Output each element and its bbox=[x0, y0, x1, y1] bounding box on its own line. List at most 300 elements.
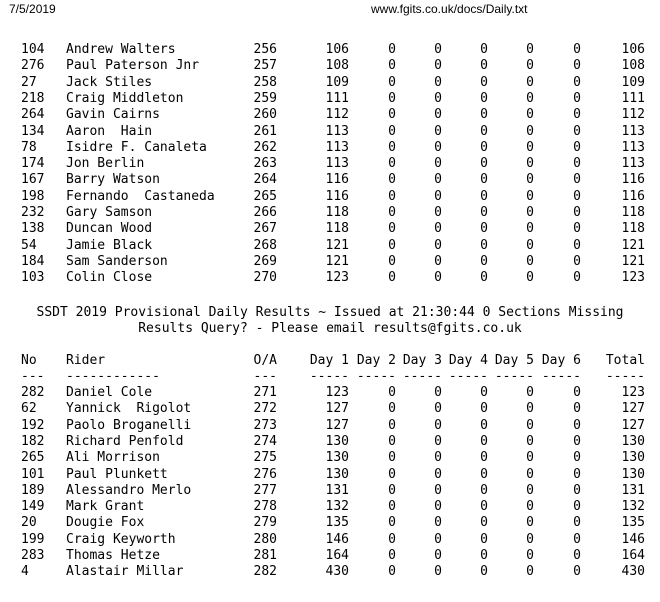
total-score: 109 bbox=[621, 74, 645, 90]
rider-name: Craig Middleton bbox=[66, 90, 184, 106]
result-row bbox=[0, 205, 660, 221]
total-score: 164 bbox=[621, 548, 645, 563]
day1-score: 121 bbox=[325, 237, 349, 253]
day4-score: 0 bbox=[480, 466, 488, 482]
col-day2-header: Day 2 bbox=[356, 353, 396, 368]
result-row bbox=[0, 189, 660, 205]
day6-score: 0 bbox=[573, 515, 581, 531]
day5-score: 0 bbox=[526, 107, 534, 123]
rider-name: Daniel Cole bbox=[66, 385, 153, 400]
rider-no: 264 bbox=[21, 107, 45, 123]
overall-position: 281 bbox=[253, 548, 277, 563]
rider-name: Alastair Millar bbox=[66, 564, 184, 580]
divider-day5: ----- bbox=[494, 369, 534, 384]
col-day6-header: Day 6 bbox=[541, 353, 581, 368]
day2-score: 0 bbox=[388, 205, 396, 220]
overall-position: 267 bbox=[253, 221, 277, 237]
total-score: 127 bbox=[621, 401, 645, 417]
day3-score: 0 bbox=[434, 58, 442, 74]
day6-score: 0 bbox=[573, 270, 581, 286]
day2-score: 0 bbox=[388, 107, 396, 123]
total-score: 106 bbox=[621, 42, 645, 57]
rider-no: 265 bbox=[21, 450, 45, 466]
rider-no: 189 bbox=[21, 482, 45, 498]
overall-position: 271 bbox=[253, 385, 277, 400]
divider-rider: ------------ bbox=[66, 369, 160, 384]
result-row bbox=[0, 254, 660, 270]
day6-score: 0 bbox=[573, 139, 581, 155]
day3-score: 0 bbox=[434, 433, 442, 449]
day3-score: 0 bbox=[434, 482, 442, 498]
result-row bbox=[0, 483, 660, 499]
day1-score: 116 bbox=[325, 188, 349, 204]
result-row bbox=[0, 434, 660, 450]
rider-no: 182 bbox=[21, 433, 45, 449]
day6-score: 0 bbox=[573, 237, 581, 253]
overall-position: 282 bbox=[253, 564, 277, 580]
day4-score: 0 bbox=[480, 221, 488, 237]
total-score: 113 bbox=[621, 156, 645, 172]
day5-score: 0 bbox=[526, 385, 534, 400]
rider-name: Andrew Walters bbox=[66, 42, 176, 57]
day3-score: 0 bbox=[434, 499, 442, 515]
result-row bbox=[0, 124, 660, 140]
result-row bbox=[0, 418, 660, 434]
rider-name: Thomas Hetze bbox=[66, 548, 160, 563]
overall-position: 270 bbox=[253, 270, 277, 286]
col-day5-header: Day 5 bbox=[494, 353, 534, 368]
day5-score: 0 bbox=[526, 499, 534, 515]
day4-score: 0 bbox=[480, 401, 488, 417]
day2-score: 0 bbox=[388, 385, 396, 400]
day4-score: 0 bbox=[480, 188, 488, 204]
day4-score: 0 bbox=[480, 482, 488, 498]
day2-score: 0 bbox=[388, 139, 396, 155]
day6-score: 0 bbox=[573, 74, 581, 90]
day1-score: 118 bbox=[325, 221, 349, 237]
day5-score: 0 bbox=[526, 172, 534, 188]
rider-name: Gary Samson bbox=[66, 205, 153, 220]
overall-position: 256 bbox=[253, 42, 277, 57]
overall-position: 277 bbox=[253, 482, 277, 498]
total-score: 116 bbox=[621, 188, 645, 204]
day3-score: 0 bbox=[434, 205, 442, 220]
rider-name: Sam Sanderson bbox=[66, 253, 168, 269]
total-score: 127 bbox=[621, 417, 645, 433]
day1-score: 130 bbox=[325, 466, 349, 482]
column-divider-row bbox=[0, 369, 660, 385]
day2-score: 0 bbox=[388, 515, 396, 531]
total-score: 123 bbox=[621, 385, 645, 400]
rider-name: Fernando Castaneda bbox=[66, 188, 215, 204]
day4-score: 0 bbox=[480, 564, 488, 580]
day2-score: 0 bbox=[388, 188, 396, 204]
day1-score: 111 bbox=[325, 90, 349, 106]
overall-position: 276 bbox=[253, 466, 277, 482]
day4-score: 0 bbox=[480, 205, 488, 220]
day1-score: 113 bbox=[325, 139, 349, 155]
day4-score: 0 bbox=[480, 237, 488, 253]
day3-score: 0 bbox=[434, 531, 442, 547]
day2-score: 0 bbox=[388, 253, 396, 269]
day6-score: 0 bbox=[573, 450, 581, 466]
day2-score: 0 bbox=[388, 156, 396, 172]
result-row bbox=[0, 221, 660, 237]
day5-score: 0 bbox=[526, 156, 534, 172]
rider-no: 232 bbox=[21, 205, 45, 220]
rider-no: 101 bbox=[21, 466, 45, 482]
day6-score: 0 bbox=[573, 385, 581, 400]
day2-score: 0 bbox=[388, 433, 396, 449]
overall-position: 263 bbox=[253, 156, 277, 172]
rider-name: Barry Watson bbox=[66, 172, 160, 188]
day6-score: 0 bbox=[573, 90, 581, 106]
day5-score: 0 bbox=[526, 515, 534, 531]
day4-score: 0 bbox=[480, 450, 488, 466]
result-row bbox=[0, 401, 660, 417]
total-score: 118 bbox=[621, 205, 645, 220]
day1-score: 135 bbox=[325, 515, 349, 531]
day3-score: 0 bbox=[434, 172, 442, 188]
day3-score: 0 bbox=[434, 156, 442, 172]
day2-score: 0 bbox=[388, 417, 396, 433]
rider-no: 54 bbox=[21, 237, 37, 253]
day3-score: 0 bbox=[434, 450, 442, 466]
day6-score: 0 bbox=[573, 156, 581, 172]
col-rider-header: Rider bbox=[66, 353, 106, 368]
day3-score: 0 bbox=[434, 564, 442, 580]
day3-score: 0 bbox=[434, 401, 442, 417]
day3-score: 0 bbox=[434, 42, 442, 57]
rider-no: 199 bbox=[21, 531, 45, 547]
total-score: 121 bbox=[621, 253, 645, 269]
result-row bbox=[0, 548, 660, 564]
day4-score: 0 bbox=[480, 58, 488, 74]
day5-score: 0 bbox=[526, 531, 534, 547]
rider-no: 20 bbox=[21, 515, 37, 531]
day5-score: 0 bbox=[526, 221, 534, 237]
day2-score: 0 bbox=[388, 270, 396, 286]
overall-position: 278 bbox=[253, 499, 277, 515]
day3-score: 0 bbox=[434, 237, 442, 253]
day1-score: 112 bbox=[325, 107, 349, 123]
rider-no: 104 bbox=[21, 42, 45, 57]
day3-score: 0 bbox=[434, 417, 442, 433]
result-row bbox=[0, 270, 660, 286]
day3-score: 0 bbox=[434, 270, 442, 286]
rider-no: 283 bbox=[21, 548, 45, 563]
day1-score: 131 bbox=[325, 482, 349, 498]
day3-score: 0 bbox=[434, 385, 442, 400]
total-score: 131 bbox=[621, 482, 645, 498]
result-row bbox=[0, 58, 660, 74]
col-day4-header: Day 4 bbox=[448, 353, 488, 368]
rider-no: 78 bbox=[21, 139, 37, 155]
day6-score: 0 bbox=[573, 548, 581, 563]
rider-name: Richard Penfold bbox=[66, 433, 184, 449]
day1-score: 130 bbox=[325, 433, 349, 449]
day6-score: 0 bbox=[573, 433, 581, 449]
col-total-header: Total bbox=[605, 353, 645, 368]
day1-score: 146 bbox=[325, 531, 349, 547]
rider-name: Paolo Broganelli bbox=[66, 417, 192, 433]
day1-score: 116 bbox=[325, 172, 349, 188]
col-day3-header: Day 3 bbox=[402, 353, 442, 368]
day4-score: 0 bbox=[480, 123, 488, 139]
overall-position: 275 bbox=[253, 450, 277, 466]
day2-score: 0 bbox=[388, 499, 396, 515]
day6-score: 0 bbox=[573, 172, 581, 188]
day2-score: 0 bbox=[388, 74, 396, 90]
total-score: 430 bbox=[621, 564, 645, 580]
day2-score: 0 bbox=[388, 123, 396, 139]
day4-score: 0 bbox=[480, 499, 488, 515]
day4-score: 0 bbox=[480, 548, 488, 563]
day4-score: 0 bbox=[480, 74, 488, 90]
day2-score: 0 bbox=[388, 237, 396, 253]
rider-name: Aaron Hain bbox=[66, 123, 153, 139]
rider-name: Craig Keyworth bbox=[66, 531, 176, 547]
results-banner-title: SSDT 2019 Provisional Daily Results ~ Issued at 21:30:44 0 Sections Missing bbox=[36, 305, 624, 320]
result-row bbox=[0, 140, 660, 156]
day5-score: 0 bbox=[526, 564, 534, 580]
day1-score: 164 bbox=[325, 548, 349, 563]
rider-name: Jack Stiles bbox=[66, 74, 153, 90]
day1-score: 118 bbox=[325, 205, 349, 220]
divider-day6: ----- bbox=[541, 369, 581, 384]
result-row bbox=[0, 75, 660, 91]
day3-score: 0 bbox=[434, 139, 442, 155]
day6-score: 0 bbox=[573, 123, 581, 139]
day4-score: 0 bbox=[480, 531, 488, 547]
rider-no: 4 bbox=[21, 564, 29, 580]
divider-total: ----- bbox=[605, 369, 645, 384]
total-score: 112 bbox=[621, 107, 645, 123]
day1-score: 113 bbox=[325, 123, 349, 139]
day1-score: 130 bbox=[325, 450, 349, 466]
day2-score: 0 bbox=[388, 548, 396, 563]
day2-score: 0 bbox=[388, 401, 396, 417]
day5-score: 0 bbox=[526, 270, 534, 286]
col-oa-header: O/A bbox=[253, 353, 277, 368]
day1-score: 123 bbox=[325, 270, 349, 286]
day1-score: 109 bbox=[325, 74, 349, 90]
rider-no: 276 bbox=[21, 58, 45, 74]
day5-score: 0 bbox=[526, 466, 534, 482]
result-row bbox=[0, 42, 660, 58]
overall-position: 269 bbox=[253, 253, 277, 269]
day2-score: 0 bbox=[388, 221, 396, 237]
col-day1-header: Day 1 bbox=[309, 353, 349, 368]
overall-position: 262 bbox=[253, 139, 277, 155]
day6-score: 0 bbox=[573, 482, 581, 498]
result-row bbox=[0, 467, 660, 483]
day3-score: 0 bbox=[434, 74, 442, 90]
day4-score: 0 bbox=[480, 515, 488, 531]
rider-name: Jon Berlin bbox=[66, 156, 145, 172]
rider-name: Colin Close bbox=[66, 270, 153, 286]
total-score: 123 bbox=[621, 270, 645, 286]
day3-score: 0 bbox=[434, 515, 442, 531]
day6-score: 0 bbox=[573, 58, 581, 74]
day2-score: 0 bbox=[388, 172, 396, 188]
day6-score: 0 bbox=[573, 205, 581, 220]
day5-score: 0 bbox=[526, 433, 534, 449]
day2-score: 0 bbox=[388, 531, 396, 547]
rider-no: 27 bbox=[21, 74, 37, 90]
result-row bbox=[0, 499, 660, 515]
day4-score: 0 bbox=[480, 385, 488, 400]
rider-name: Alessandro Merlo bbox=[66, 482, 192, 498]
rider-no: 218 bbox=[21, 90, 45, 106]
day6-score: 0 bbox=[573, 531, 581, 547]
rider-name: Gavin Cairns bbox=[66, 107, 160, 123]
divider-day1: ----- bbox=[309, 369, 349, 384]
rider-name: Paul Plunkett bbox=[66, 466, 168, 482]
rider-no: 184 bbox=[21, 253, 45, 269]
day5-score: 0 bbox=[526, 123, 534, 139]
day2-score: 0 bbox=[388, 90, 396, 106]
rider-no: 149 bbox=[21, 499, 45, 515]
rider-no: 62 bbox=[21, 401, 37, 417]
day5-score: 0 bbox=[526, 139, 534, 155]
overall-position: 274 bbox=[253, 433, 277, 449]
rider-no: 174 bbox=[21, 156, 45, 172]
day5-score: 0 bbox=[526, 58, 534, 74]
result-row bbox=[0, 91, 660, 107]
result-row bbox=[0, 385, 660, 401]
divider-day4: ----- bbox=[448, 369, 488, 384]
day2-score: 0 bbox=[388, 450, 396, 466]
rider-name: Duncan Wood bbox=[66, 221, 153, 237]
day3-score: 0 bbox=[434, 107, 442, 123]
result-row bbox=[0, 156, 660, 172]
day5-score: 0 bbox=[526, 417, 534, 433]
day6-score: 0 bbox=[573, 42, 581, 57]
overall-position: 272 bbox=[253, 401, 277, 417]
day2-score: 0 bbox=[388, 466, 396, 482]
rider-name: Yannick Rigolot bbox=[66, 401, 192, 417]
rider-no: 198 bbox=[21, 188, 45, 204]
overall-position: 280 bbox=[253, 531, 277, 547]
day3-score: 0 bbox=[434, 123, 442, 139]
day4-score: 0 bbox=[480, 417, 488, 433]
day2-score: 0 bbox=[388, 564, 396, 580]
day5-score: 0 bbox=[526, 482, 534, 498]
day4-score: 0 bbox=[480, 42, 488, 57]
divider-day3: ----- bbox=[402, 369, 442, 384]
rider-name: Ali Morrison bbox=[66, 450, 160, 466]
day4-score: 0 bbox=[480, 156, 488, 172]
day1-score: 123 bbox=[325, 385, 349, 400]
total-score: 146 bbox=[621, 531, 645, 547]
total-score: 130 bbox=[621, 466, 645, 482]
result-row bbox=[0, 450, 660, 466]
day3-score: 0 bbox=[434, 466, 442, 482]
day5-score: 0 bbox=[526, 188, 534, 204]
divider-day2: ----- bbox=[356, 369, 396, 384]
day6-score: 0 bbox=[573, 401, 581, 417]
day5-score: 0 bbox=[526, 90, 534, 106]
day5-score: 0 bbox=[526, 74, 534, 90]
rider-no: 134 bbox=[21, 123, 45, 139]
day6-score: 0 bbox=[573, 107, 581, 123]
divider-no: --- bbox=[21, 369, 45, 384]
day1-score: 127 bbox=[325, 401, 349, 417]
day3-score: 0 bbox=[434, 221, 442, 237]
rider-name: Paul Paterson Jnr bbox=[66, 58, 200, 74]
day5-score: 0 bbox=[526, 42, 534, 57]
day6-score: 0 bbox=[573, 466, 581, 482]
overall-position: 264 bbox=[253, 172, 277, 188]
rider-no: 192 bbox=[21, 417, 45, 433]
results-banner-query: Results Query? - Please email results@fgits.co.uk bbox=[138, 321, 522, 336]
result-row bbox=[0, 238, 660, 254]
total-score: 116 bbox=[621, 172, 645, 188]
day4-score: 0 bbox=[480, 270, 488, 286]
day3-score: 0 bbox=[434, 90, 442, 106]
overall-position: 261 bbox=[253, 123, 277, 139]
day5-score: 0 bbox=[526, 450, 534, 466]
day1-score: 113 bbox=[325, 156, 349, 172]
day2-score: 0 bbox=[388, 58, 396, 74]
rider-name: Isidre F. Canaleta bbox=[66, 139, 207, 155]
day1-score: 108 bbox=[325, 58, 349, 74]
day5-score: 0 bbox=[526, 401, 534, 417]
total-score: 121 bbox=[621, 237, 645, 253]
day2-score: 0 bbox=[388, 42, 396, 57]
total-score: 113 bbox=[621, 123, 645, 139]
day3-score: 0 bbox=[434, 548, 442, 563]
day1-score: 106 bbox=[325, 42, 349, 57]
total-score: 113 bbox=[621, 139, 645, 155]
day5-score: 0 bbox=[526, 548, 534, 563]
overall-position: 257 bbox=[253, 58, 277, 74]
overall-position: 259 bbox=[253, 90, 277, 106]
day3-score: 0 bbox=[434, 188, 442, 204]
day4-score: 0 bbox=[480, 253, 488, 269]
overall-position: 279 bbox=[253, 515, 277, 531]
rider-no: 103 bbox=[21, 270, 45, 286]
col-no-header: No bbox=[21, 353, 37, 368]
total-score: 130 bbox=[621, 450, 645, 466]
result-row bbox=[0, 564, 660, 580]
total-score: 118 bbox=[621, 221, 645, 237]
rider-name: Jamie Black bbox=[66, 237, 153, 253]
overall-position: 258 bbox=[253, 74, 277, 90]
rider-no: 167 bbox=[21, 172, 45, 188]
day4-score: 0 bbox=[480, 90, 488, 106]
day5-score: 0 bbox=[526, 237, 534, 253]
day1-score: 132 bbox=[325, 499, 349, 515]
day5-score: 0 bbox=[526, 205, 534, 220]
page-url: www.fgits.co.uk/docs/Daily.txt bbox=[371, 2, 528, 16]
day6-score: 0 bbox=[573, 221, 581, 237]
result-row bbox=[0, 107, 660, 123]
divider-oa: --- bbox=[253, 369, 277, 384]
day1-score: 121 bbox=[325, 253, 349, 269]
total-score: 108 bbox=[621, 58, 645, 74]
day3-score: 0 bbox=[434, 253, 442, 269]
overall-position: 273 bbox=[253, 417, 277, 433]
total-score: 132 bbox=[621, 499, 645, 515]
day1-score: 127 bbox=[325, 417, 349, 433]
day6-score: 0 bbox=[573, 253, 581, 269]
rider-no: 282 bbox=[21, 385, 45, 400]
overall-position: 260 bbox=[253, 107, 277, 123]
day1-score: 430 bbox=[325, 564, 349, 580]
day6-score: 0 bbox=[573, 417, 581, 433]
